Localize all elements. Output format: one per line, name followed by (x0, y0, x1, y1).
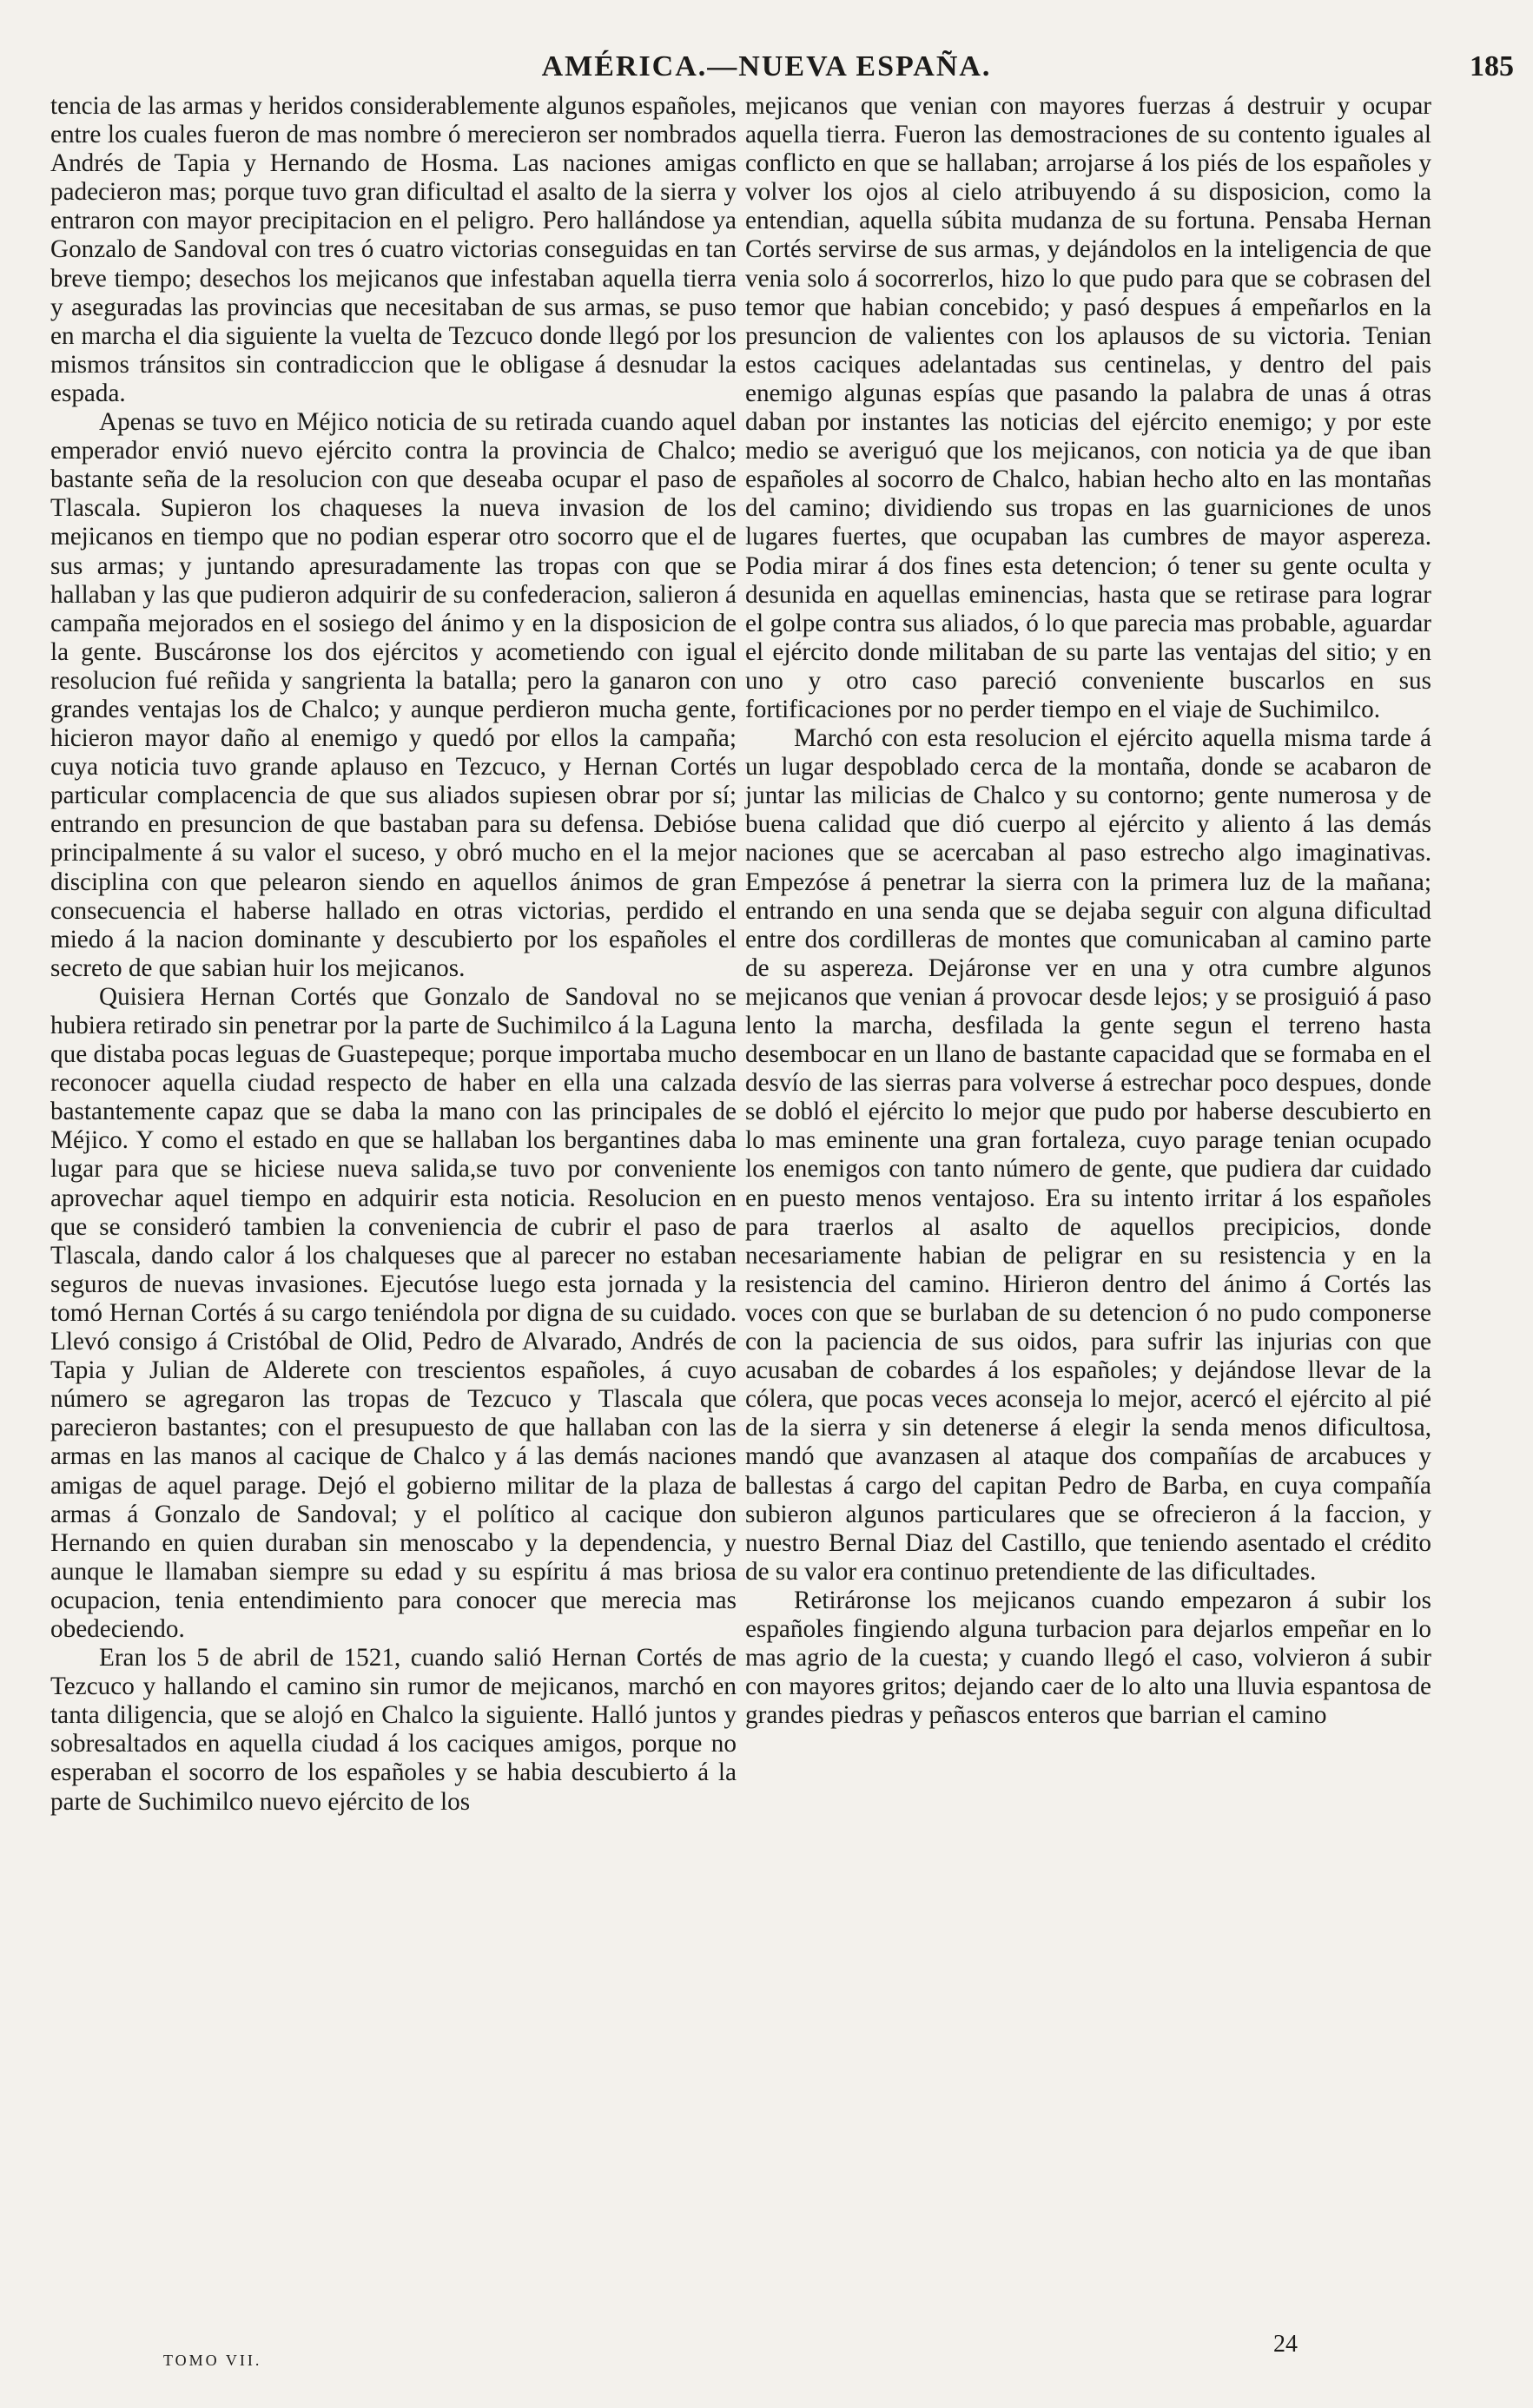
page-number: 185 (1470, 50, 1514, 82)
paragraph: Apenas se tuvo en Méjico noticia de su retirada cuando aquel emperador envió nuevo ejército contra la provincia de Chalco; bastante seña de la resolucion con que deseaba ocupar el paso de Tlascala. Supieron los chaqueses la nueva invasion de los mejicanos en tiempo que no podian esperar otro socorro que el de sus armas; y juntando apresuradamente las tropas con que se hallaban y las que pudieron adquirir de su confederacion, salieron á campaña mejorados en el sosiego del ánimo y en la disposicion de la gente. Buscáronse los dos ejércitos y acometiendo con igual resolucion fué reñida y sangrienta la batalla; pero la ganaron con grandes ventajas los de Chalco; y aunque perdieron mucha gente, hicieron mayor daño al enemigo y quedó por ellos la campaña; cuya noticia tuvo grande aplauso en Tezcuco, y Hernan Cortés particular complacencia de que sus aliados supiesen obrar por sí; entrando en presuncion de que bastaban para su defensa. Debióse principalmente á su valor el suceso, y obró mucho en el la mejor disciplina con que pelearon siendo en aquellos ánimos de gran consecuencia el haberse hallado en otras victorias, perdido el miedo á la nacion dominante y descubierto por los españoles el secreto de que sabian huir los mejicanos. (50, 408, 737, 982)
paragraph: Retiráronse los mejicanos cuando empezaron á subir los españoles fingiendo alguna turbacion para dejarlos empeñar en lo mas agrio de la cuesta; y cuando llegó el caso, volvieron á subir con mayores gritos; dejando caer de lo alto una lluvia espantosa de grandes piedras y peñascos enteros que barrian el camino (745, 1586, 1431, 1730)
running-title: AMÉRICA.—NUEVA ESPAÑA. (541, 50, 992, 82)
left-column (50, 92, 737, 1817)
volume-mark: TOMO VII. (163, 2352, 262, 2369)
running-header (0, 50, 1533, 89)
paragraph: Marchó con esta resolucion el ejército aquella misma tarde á un lugar despoblado cerca de la montaña, donde se acabaron de juntar las milicias de Chalco y su contorno; gente numerosa y de buena calidad que dió cuerpo al ejército y aliento á las demás naciones que se acercaban al paso estrecho algo imaginativas. Empezóse á penetrar la sierra con la primera luz de la mañana; entrando en una senda que se dejaba seguir con alguna dificultad entre dos cordilleras de montes que comunicaban al camino parte de su aspereza. Dejáronse ver en una y otra cumbre algunos mejicanos que venian á provocar desde lejos; y se prosiguió á paso lento la marcha, desfilada la gente segun el terreno hasta desembocar en un llano de bastante capacidad que se formaba en el desvío de las sierras para volverse á estrechar poco despues, donde se dobló el ejército lo mejor que pudo por haberse descubierto en lo mas eminente una gran fortaleza, cuyo parage tenian ocupado los enemigos con tanto número de gente, que pudiera dar cuidado en puesto menos ventajoso. Era su intento irritar á los españoles para traerlos al asalto de aquellos precipicios, donde necesariamente habian de peligrar en su resistencia y en la resistencia del camino. Hirieron dentro del ánimo á Cortés las voces con que se burlaban de su detencion ó no pudo componerse con la paciencia de sus oidos, para sufrir las injurias con que acusaban de cobardes á los españoles; y dejándose llevar de la cólera, que pocas veces aconseja lo mejor, acercó el ejército al pié de la sierra y sin detenerse á elegir la senda menos dificultosa, mandó que avanzasen al ataque dos compañías de arcabuces y ballestas á cargo del capitan Pedro de Barba, en cuya compañía subieron algunos particulares que se ofrecieron á la faccion, y nuestro Bernal Diaz del Castillo, que teniendo asentado el crédito de su valor era continuo pretendiente de las dificultades. (745, 724, 1431, 1586)
paragraph: Quisiera Hernan Cortés que Gonzalo de Sandoval no se hubiera retirado sin penetrar por la parte de Suchimilco á la Laguna que distaba pocas leguas de Guastepeque; porque importaba mucho reconocer aquella ciudad respecto de haber en ella una calzada bastantemente capaz que se daba la mano con las principales de Méjico. Y como el estado en que se hallaban los bergantines daba lugar para que se hiciese nueva salida,se tuvo por conveniente aprovechar aquel tiempo en adquirir esta noticia. Resolucion en que se consideró tambien la conveniencia de cubrir el paso de Tlascala, dando calor á los chalqueses que al parecer no estaban seguros de nuevas invasiones. Ejecutóse luego esta jornada y la tomó Hernan Cortés á su cargo teniéndola por digna de su cuidado. Llevó consigo á Cristóbal de Olid, Pedro de Alvarado, Andrés de Tapia y Julian de Alderete con trescientos españoles, á cuyo número se agregaron las tropas de Tezcuco y Tlascala que parecieron bastantes; con el presupuesto de que hallaban con las armas en las manos al cacique de Chalco y á las demás naciones amigas de aquel parage. Dejó el gobierno militar de la plaza de armas á Gonzalo de Sandoval; y el político al cacique don Hernando en quien duraban sin menoscabo y la dependencia, y aunque le llamaban siempre su edad y su espíritu á mas briosa ocupacion, tenia entendimiento para conocer que merecia mas obedeciendo. (50, 982, 737, 1643)
paragraph: Eran los 5 de abril de 1521, cuando salió Hernan Cortés de Tezcuco y hallando el camino sin rumor de mejicanos, marchó en tanta diligencia, que se alojó en Chalco la siguiente. Halló juntos y sobresaltados en aquella ciudad á los caciques amigos, porque no esperaban el socorro de los españoles y se habia descubierto á la parte de Suchimilco nuevo ejército de los (50, 1644, 737, 1816)
right-column (745, 92, 1431, 1730)
signature-mark: 24 (1273, 2331, 1298, 2358)
paragraph: mejicanos que venian con mayores fuerzas á destruir y ocupar aquella tierra. Fueron las demostraciones de su contento iguales al conflicto en que se hallaban; arrojarse á los piés de los españoles y volver los ojos al cielo atribuyendo á su disposicion, como la entendian, aquella súbita mudanza de su fortuna. Pensaba Hernan Cortés servirse de sus armas, y dejándolos en la inteligencia de que venia solo á socorrerlos, hizo lo que pudo para que se cobrasen del temor que habian concebido; y pasó despues á empeñarlos en la presuncion de valientes con los aplausos de su victoria. Tenian estos caciques adelantadas sus centinelas, y dentro del pais enemigo algunas espías que pasando la palabra de unas á otras daban por instantes las noticias del ejército enemigo; y por este medio se averiguó que los mejicanos, con noticia ya de que iban españoles al socorro de Chalco, habian hecho alto en las montañas del camino; dividiendo sus tropas en las guarniciones de unos lugares fuertes, que ocupaban las cumbres de mayor aspereza. Podia mirar á dos fines esta detencion; ó tener su gente oculta y desunida en aquellas eminencias, hasta que se retirase para lograr el golpe contra sus aliados, ó lo que parecia mas probable, aguardar el ejército donde militaban de su parte las ventajas del sitio; y en uno y otro caso pareció conveniente buscarlos en sus fortificaciones por no perder tiempo en el viaje de Suchimilco. (745, 92, 1431, 723)
paragraph: tencia de las armas y heridos considerablemente algunos españoles, entre los cuales fueron de mas nombre ó merecieron ser nombrados Andrés de Tapia y Hernando de Hosma. Las naciones amigas padecieron mas; porque tuvo gran dificultad el asalto de la sierra y entraron con mayor precipitacion en el peligro. Pero hallándose ya Gonzalo de Sandoval con tres ó cuatro victorias conseguidas en tan breve tiempo; desechos los mejicanos que infestaban aquella tierra y aseguradas las provincias que necesitaban de sus armas, se puso en marcha el dia siguiente la vuelta de Tezcuco donde llegó por los mismos tránsitos sin contradiccion que le obligase á desnudar la espada. (50, 92, 737, 407)
